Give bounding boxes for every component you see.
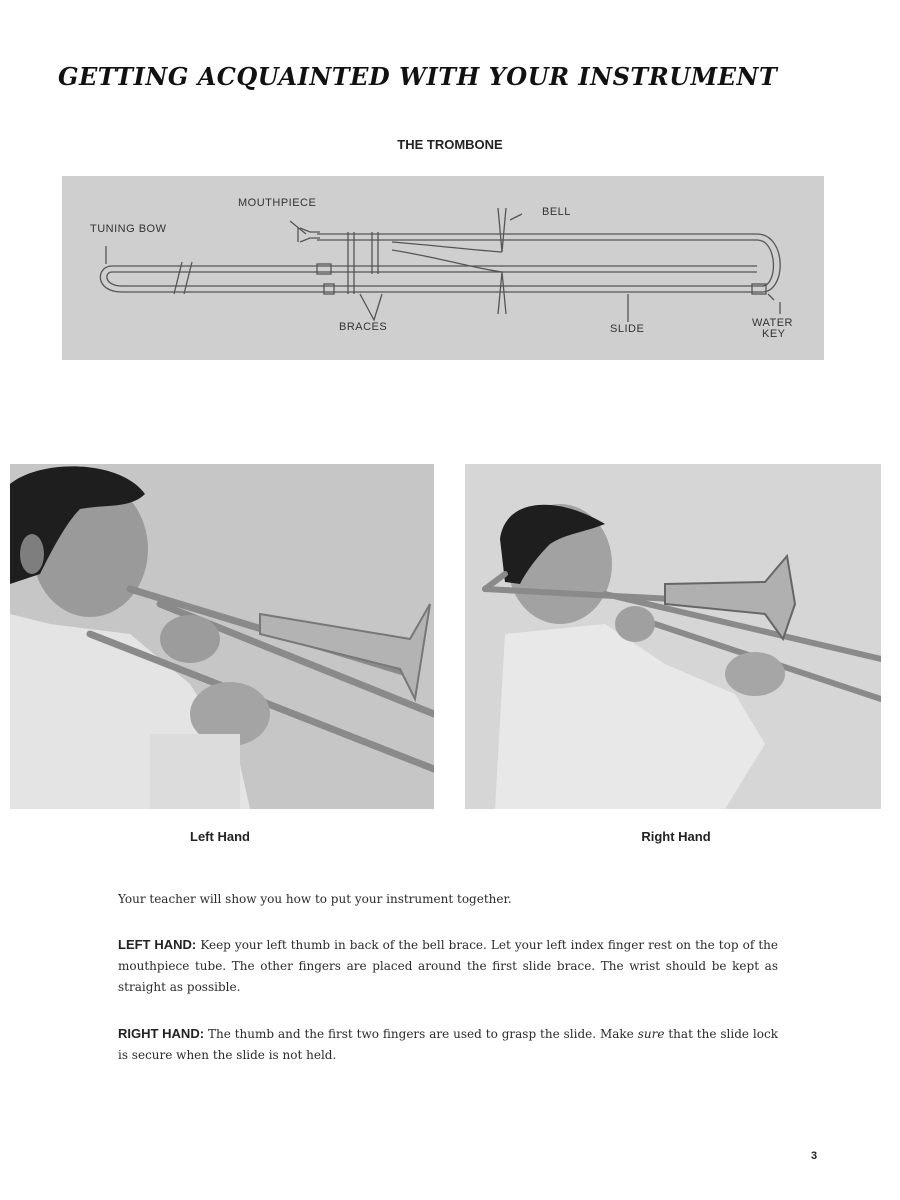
diagram-title: THE TROMBONE: [397, 137, 503, 152]
left-hand-paragraph: [118, 934, 778, 998]
trombone-drawing-icon: [62, 176, 824, 360]
left-hand-heading: LEFT HAND:: [118, 937, 197, 952]
label-mouthpiece: MOUTHPIECE: [238, 197, 317, 209]
label-tuning-bow: TUNING BOW: [90, 223, 167, 235]
label-key: KEY: [762, 328, 786, 340]
photo-right-hand: [465, 464, 881, 809]
caption-left-hand: Left Hand: [190, 829, 250, 844]
intro-paragraph: [118, 889, 778, 910]
right-hand-text-2: that the slide lock is secure when the slide is not held.: [118, 1027, 778, 1062]
right-hand-emphasis: sure: [637, 1027, 665, 1041]
photo-left-hand: [10, 464, 434, 809]
label-water: WATER: [752, 317, 793, 329]
label-bell: BELL: [542, 206, 571, 218]
intro-text: Your teacher will show you how to put your instrument together.: [118, 892, 512, 906]
right-hand-text-1: The thumb and the first two fingers are used to grasp the slide. Make: [207, 1027, 634, 1041]
trombone-diagram: [62, 176, 824, 360]
left-hand-text: Keep your left thumb in back of the bell brace. Let your left index finger rest on the top of the mouthpiece tube. The other fingers are placed around the first slide brace. The wrist should be kept as straight as possible.: [118, 938, 778, 994]
player-left-hand-icon: [10, 464, 434, 809]
label-slide: SLIDE: [610, 323, 645, 335]
page-title: GETTING ACQUAINTED WITH YOUR INSTRUMENT: [58, 62, 778, 91]
page-number: 3: [811, 1150, 818, 1162]
right-hand-heading: RIGHT HAND:: [118, 1026, 205, 1041]
player-right-hand-icon: [465, 464, 881, 809]
right-hand-paragraph: [118, 1023, 778, 1066]
label-braces: BRACES: [339, 321, 388, 333]
caption-right-hand: Right Hand: [641, 829, 711, 844]
